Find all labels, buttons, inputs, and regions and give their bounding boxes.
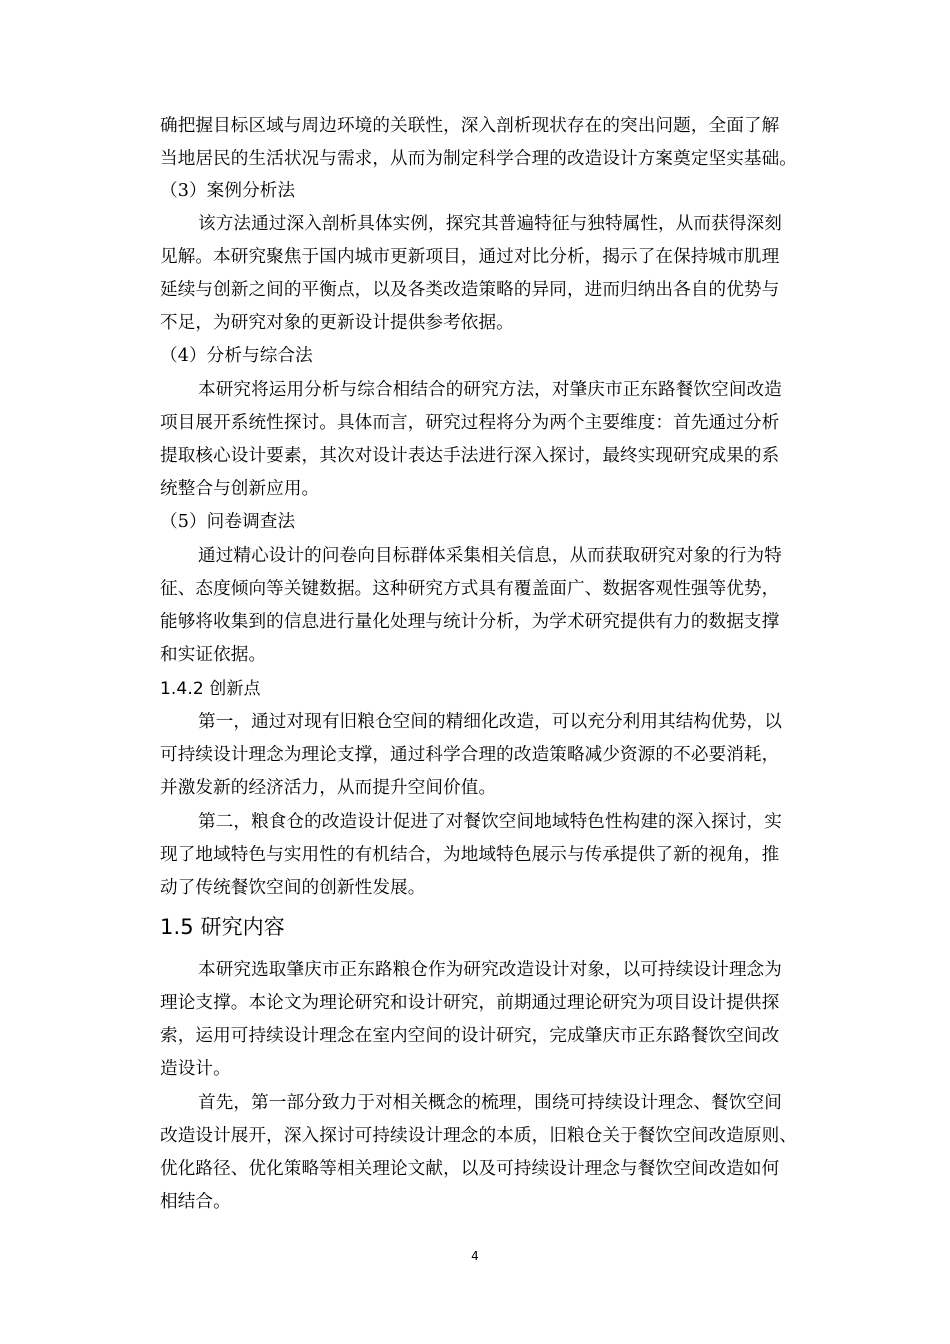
paragraph-line: 理论支撑。本论文为理论研究和设计研究，前期通过理论研究为项目设计提供探 (160, 993, 780, 1013)
paragraph-line: 第二，粮食仓的改造设计促进了对餐饮空间地域特色性构建的深入探讨，实 (198, 812, 782, 832)
paragraph-line: 本研究将运用分析与综合相结合的研究方法，对肇庆市正东路餐饮空间改造 (198, 380, 782, 400)
paragraph-line: 能够将收集到的信息进行量化处理与统计分析，为学术研究提供有力的数据支撑 (160, 612, 780, 632)
paragraph-line: 通过精心设计的问卷向目标群体采集相关信息，从而获取研究对象的行为特 (198, 546, 782, 566)
paragraph-line: 和实证依据。 (160, 645, 267, 665)
paragraph-line: 见解。本研究聚焦于国内城市更新项目，通过对比分析，揭示了在保持城市肌理 (160, 247, 780, 267)
paragraph-line: 第一，通过对现有旧粮仓空间的精细化改造，可以充分利用其结构优势，以 (198, 712, 782, 732)
section-heading-1-4-2: 1.4.2 创新点 (160, 679, 261, 699)
paragraph-line: 提取核心设计要素，其次对设计表达手法进行深入探讨，最终实现研究成果的系 (160, 446, 780, 466)
paragraph-line: 现了地域特色与实用性的有机结合，为地域特色展示与传承提供了新的视角，推 (160, 845, 780, 865)
subheading-questionnaire: （5）问卷调查法 (160, 512, 296, 532)
paragraph-line: 动了传统餐饮空间的创新性发展。 (160, 878, 426, 898)
paragraph-line: 当地居民的生活状况与需求，从而为制定科学合理的改造设计方案奠定坚实基础。 (160, 149, 797, 169)
paragraph-line: 首先，第一部分致力于对相关概念的梳理，围绕可持续设计理念、餐饮空间 (198, 1093, 782, 1113)
paragraph-line: 本研究选取肇庆市正东路粮仓作为研究改造设计对象，以可持续设计理念为 (198, 960, 782, 980)
paragraph-line: 并激发新的经济活力，从而提升空间价值。 (160, 778, 497, 798)
page-number: 4 (471, 1249, 479, 1263)
paragraph-line: 改造设计展开，深入探讨可持续设计理念的本质，旧粮仓关于餐饮空间改造原则、 (160, 1126, 797, 1146)
paragraph-line: 优化路径、优化策略等相关理论文献，以及可持续设计理念与餐饮空间改造如何 (160, 1159, 780, 1179)
paragraph-line: 不足，为研究对象的更新设计提供参考依据。 (160, 313, 514, 333)
subheading-analysis-synthesis: （4）分析与综合法 (160, 346, 313, 366)
paragraph-line: 相结合。 (160, 1192, 231, 1212)
paragraph-line: 延续与创新之间的平衡点，以及各类改造策略的异同，进而归纳出各自的优势与 (160, 280, 780, 300)
paragraph-line: 项目展开系统性探讨。具体而言，研究过程将分为两个主要维度：首先通过分析 (160, 413, 780, 433)
paragraph-line: 征、态度倾向等关键数据。这种研究方式具有覆盖面广、数据客观性强等优势， (160, 579, 780, 599)
paragraph-line: 索，运用可持续设计理念在室内空间的设计研究，完成肇庆市正东路餐饮空间改 (160, 1026, 780, 1046)
paragraph-line: 统整合与创新应用。 (160, 479, 320, 499)
section-heading-1-5: 1.5 研究内容 (160, 915, 285, 939)
paragraph-line: 确把握目标区域与周边环境的关联性，深入剖析现状存在的突出问题，全面了解 (160, 116, 780, 136)
paragraph-line: 造设计。 (160, 1059, 231, 1079)
subheading-case-analysis: （3）案例分析法 (160, 181, 296, 201)
paragraph-line: 可持续设计理念为理论支撑，通过科学合理的改造策略减少资源的不必要消耗， (160, 745, 780, 765)
paragraph-line: 该方法通过深入剖析具体实例，探究其普遍特征与独特属性，从而获得深刻 (198, 214, 782, 234)
